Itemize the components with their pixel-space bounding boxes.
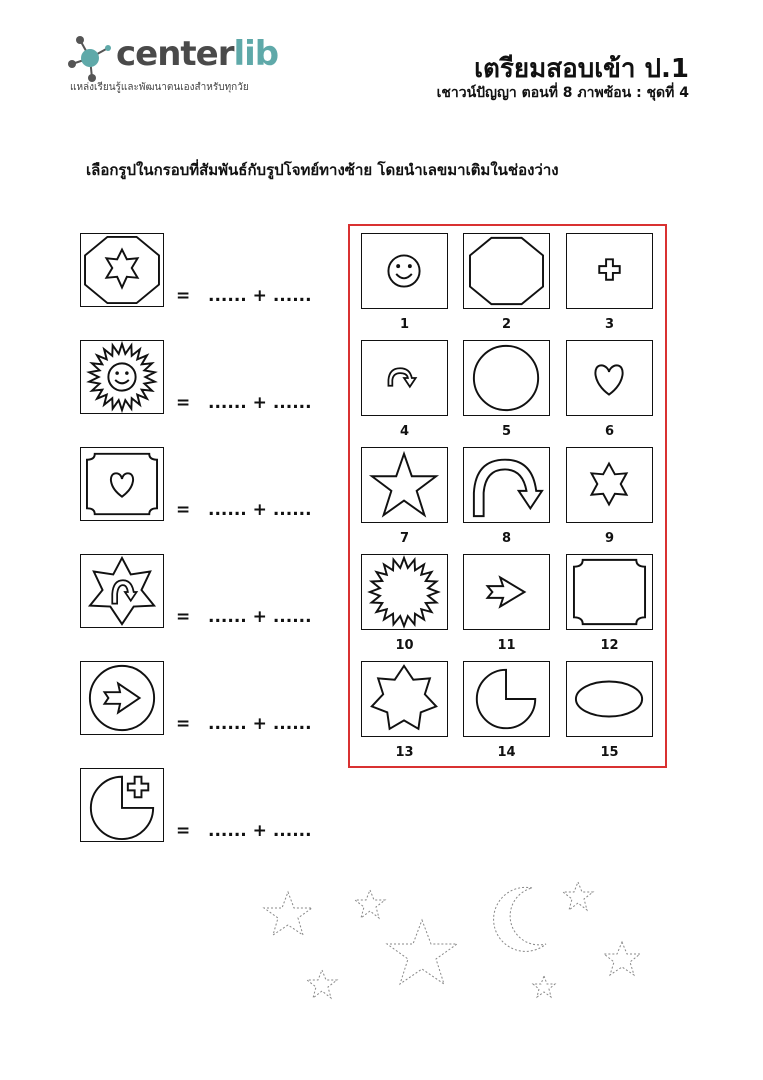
arrow-icon: [464, 555, 549, 629]
choice-box-5[interactable]: [463, 340, 550, 416]
page-title: เตรียมสอบเข้า ป.1: [474, 54, 689, 84]
heart-icon: [567, 341, 652, 415]
seven-point-star-icon: [362, 662, 447, 736]
answer-blank-4[interactable]: = ...... + ......: [176, 607, 312, 627]
pacman-icon: [464, 662, 549, 736]
choice-box-12[interactable]: [566, 554, 653, 630]
instruction-text: เลือกรูปในกรอบที่สัมพันธ์กับรูปโจทย์ทางซ้าย โดยนำเลขมาเติมในช่องว่าง: [86, 161, 559, 179]
logo-tagline: แหล่งเรียนรู้และพัฒนาตนเองสำหรับทุกวัย: [70, 82, 249, 93]
choice-box-13[interactable]: [361, 661, 448, 737]
choice-box-2[interactable]: [463, 233, 550, 309]
dotted-stars-and-moon-icon: [250, 878, 660, 1008]
page-subtitle: เชาวน์ปัญญา ตอนที่ 8 ภาพซ้อน : ชุดที่ 4: [436, 85, 689, 101]
choice-number-6: 6: [604, 424, 615, 439]
smiley-icon: [362, 234, 447, 308]
question-box-3: [80, 447, 164, 521]
octagon-with-star-icon: [81, 234, 163, 306]
notched-square-with-heart-icon: [81, 448, 163, 520]
large-curved-arrow-icon: [464, 448, 549, 522]
choice-number-14: 14: [497, 745, 516, 760]
answer-blank-1[interactable]: = ...... + ......: [176, 286, 312, 306]
six-point-star-icon: [567, 448, 652, 522]
question-box-2: [80, 340, 164, 414]
ellipse-icon: [567, 662, 652, 736]
choice-box-11[interactable]: [463, 554, 550, 630]
choice-number-9: 9: [604, 531, 615, 546]
choice-box-8[interactable]: [463, 447, 550, 523]
choice-number-12: 12: [600, 638, 619, 653]
notched-square-icon: [567, 555, 652, 629]
cross-icon: [567, 234, 652, 308]
choice-box-3[interactable]: [566, 233, 653, 309]
answer-blank-6[interactable]: = ...... + ......: [176, 821, 312, 841]
molecule-logo-icon: [66, 34, 116, 84]
choice-box-6[interactable]: [566, 340, 653, 416]
question-box-6: [80, 768, 164, 842]
choice-number-7: 7: [399, 531, 410, 546]
pacman-with-cross-icon: [81, 769, 163, 841]
choice-number-5: 5: [501, 424, 512, 439]
choice-number-15: 15: [600, 745, 619, 760]
choice-box-15[interactable]: [566, 661, 653, 737]
burst-with-smiley-icon: [81, 341, 163, 413]
choice-box-7[interactable]: [361, 447, 448, 523]
answer-blank-3[interactable]: = ...... + ......: [176, 500, 312, 520]
choice-box-14[interactable]: [463, 661, 550, 737]
choice-number-1: 1: [399, 317, 410, 332]
small-curved-arrow-icon: [362, 341, 447, 415]
question-box-1: [80, 233, 164, 307]
starburst-icon: [362, 555, 447, 629]
choice-number-10: 10: [395, 638, 414, 653]
choice-number-13: 13: [395, 745, 414, 760]
choice-number-8: 8: [501, 531, 512, 546]
choice-number-11: 11: [497, 638, 516, 653]
choice-box-4[interactable]: [361, 340, 448, 416]
answer-blank-2[interactable]: = ...... + ......: [176, 393, 312, 413]
logo-text: centerlib: [116, 34, 279, 74]
octagon-icon: [464, 234, 549, 308]
circle-with-arrow-icon: [81, 662, 163, 734]
choice-number-3: 3: [604, 317, 615, 332]
question-box-4: [80, 554, 164, 628]
circle-icon: [464, 341, 549, 415]
answer-blank-5[interactable]: = ...... + ......: [176, 714, 312, 734]
choice-box-1[interactable]: [361, 233, 448, 309]
choice-box-9[interactable]: [566, 447, 653, 523]
choice-number-2: 2: [501, 317, 512, 332]
star-with-curved-arrow-icon: [81, 555, 163, 627]
choice-box-10[interactable]: [361, 554, 448, 630]
five-point-star-icon: [362, 448, 447, 522]
question-box-5: [80, 661, 164, 735]
choice-number-4: 4: [399, 424, 410, 439]
